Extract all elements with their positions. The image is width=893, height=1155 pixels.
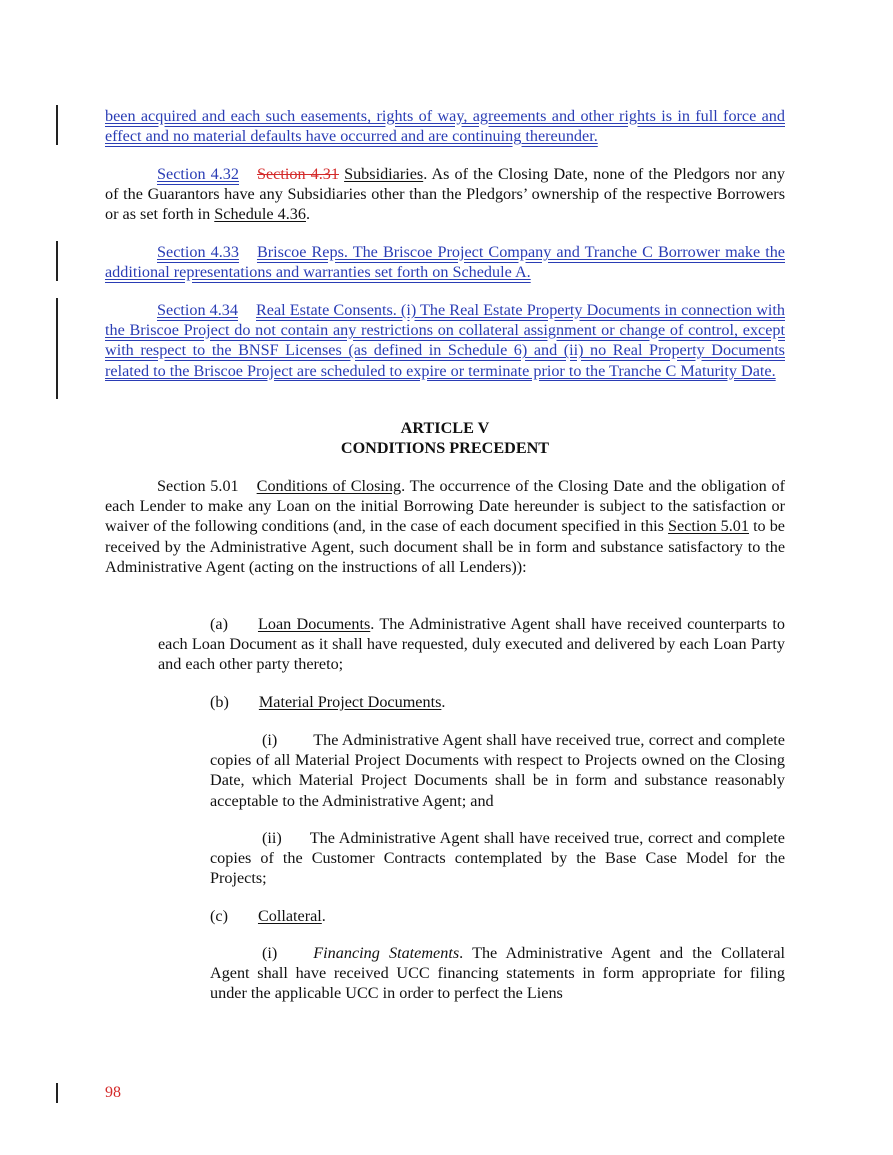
section-number: Section 4.32 xyxy=(157,165,239,183)
article-title: CONDITIONS PRECEDENT xyxy=(340,439,550,457)
change-bar xyxy=(56,1083,58,1103)
clause-title: Financing Statements xyxy=(313,944,460,962)
clause-label: (b) xyxy=(210,693,229,711)
clause-c: (c) Collateral. xyxy=(210,907,326,925)
inserted-text: been acquired and each such easements, rights of way, agreements and other rights is in full force and effect and no material defaults have occurred and are continuing thereunder. xyxy=(105,107,785,146)
section-reference: Section 5.01 xyxy=(668,517,749,536)
section-title: Subsidiaries xyxy=(344,165,424,183)
article-number: ARTICLE V xyxy=(400,419,490,437)
section-4-31-continuation xyxy=(105,106,785,146)
section-number: Section 4.33 xyxy=(157,243,239,261)
clause-a: (a) Loan Documents. The Administrative Agent shall have received counterparts to each Loan Document as it shall have requested, duly executed and delivered by each Loan Party and each other party thereto; xyxy=(158,615,785,674)
clause-label: (ii) xyxy=(262,829,282,847)
section-title: Conditions of Closing xyxy=(256,477,402,495)
clause-label: (i) xyxy=(262,944,278,962)
change-bar xyxy=(56,241,58,281)
section-4-32: Section 4.32 Section 4.31 Subsidiaries. As of the Closing Date, none of the Pledgors nor any of the Guarantors have any Subsidiaries other than the Pledgors’ ownership of the respective Borrowers or as set forth in Schedule 4.36. xyxy=(105,165,785,224)
section-number: Section 4.34 xyxy=(157,301,238,319)
schedule-reference: Schedule 4.36 xyxy=(214,205,306,224)
change-bar xyxy=(56,298,58,399)
clause-b: (b) Material Project Documents. xyxy=(210,693,446,711)
clause-title: Loan Documents xyxy=(257,615,371,633)
inserted-text: Briscoe Reps. The Briscoe Project Company and Tranche C Borrower make the additional representations and warranties set forth on Schedule A. xyxy=(105,243,785,282)
section-4-33 xyxy=(105,242,785,282)
clause-title: Material Project Documents xyxy=(258,693,442,711)
clause-label: (i) xyxy=(262,731,278,749)
clause-b-i: (i) The Administrative Agent shall have received true, correct and complete copies of all Material Project Documents with respect to Projects owned on the Closing Date, which Material Project Documents shall be in form and substance reasonably acceptable to the Administrative Agent; and xyxy=(210,731,785,810)
clause-c-i: (i) Financing Statements. The Administrative Agent and the Collateral Agent shall have received UCC financing statements in form appropriate for filing under the applicable UCC in order to perfect the Liens xyxy=(210,944,786,1003)
clause-label: (c) xyxy=(210,907,228,925)
section-5-01: Section 5.01 Conditions of Closing. The occurrence of the Closing Date and the obligation of each Lender to make any Loan on the initial Borrowing Date hereunder is subject to the satisfaction or waiver of the following conditions (and, in the case of each document specified in this Section 5.01 to be received by the Administrative Agent, such document shall be in form and substance satisfactory to the Administrative Agent (acting on the instructions of all Lenders)): xyxy=(105,477,785,576)
section-number: Section 5.01 xyxy=(157,477,239,495)
clause-b-ii: (ii) The Administrative Agent shall have received true, correct and complete copies of the Customer Contracts contemplated by the Base Case Model for the Projects; xyxy=(210,829,785,888)
page-number: 98 xyxy=(105,1084,121,1101)
inserted-text: Real Estate Consents. (i) The Real Estate Property Documents in connection with the Briscoe Project do not contain any restrictions on collateral assignment or change of control, except with respect to the BNSF Licenses (as defined in Schedule 6) and (ii) no Real Property Documents related to the Briscoe Project are scheduled to expire or terminate prior to the Tranche C Maturity Date. xyxy=(105,301,786,380)
clause-title: Collateral xyxy=(257,907,322,925)
change-bar xyxy=(56,105,58,145)
section-4-34 xyxy=(105,300,785,381)
deleted-text: Section 4.31 xyxy=(256,165,339,183)
clause-label: (a) xyxy=(210,615,228,633)
